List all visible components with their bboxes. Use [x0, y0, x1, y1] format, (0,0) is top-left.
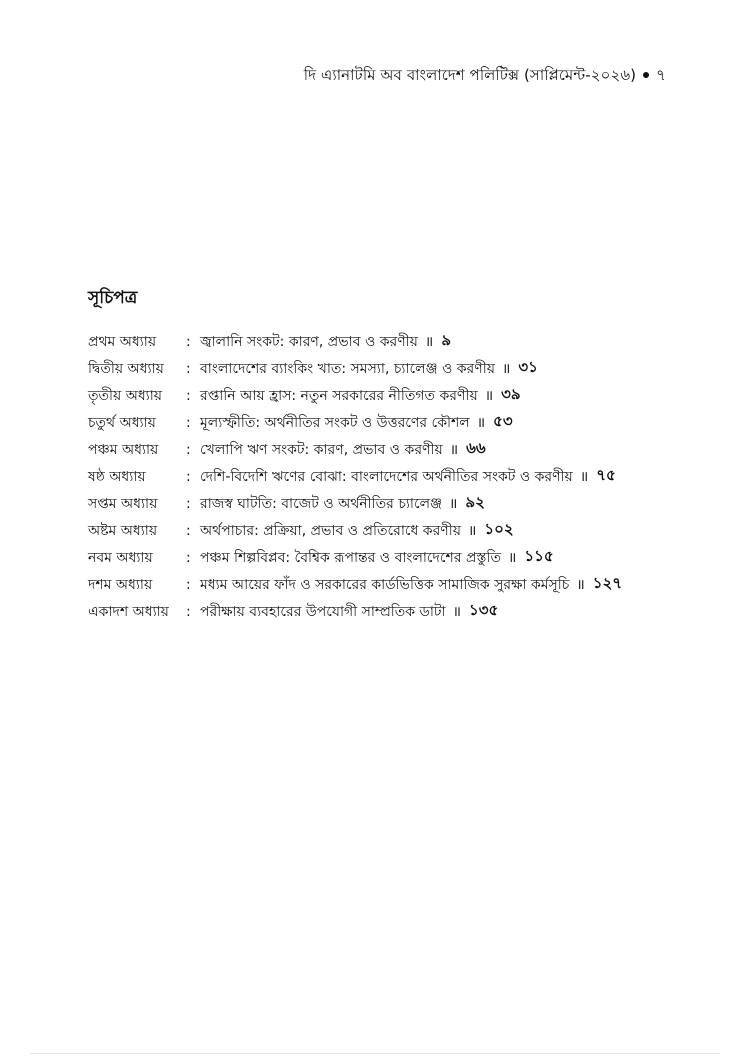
- toc-list: [88, 328, 708, 625]
- toc-entry-9: [88, 544, 708, 571]
- bullet-dot-icon: [643, 72, 649, 78]
- toc-topic: রাজস্ব ঘাটতি: বাজেট ও অর্থনীতির চ্যালেঞ্জ: [200, 495, 443, 512]
- toc-entry-1: [88, 328, 708, 355]
- toc-page-number: ১১৫: [524, 547, 554, 565]
- toc-separator: ॥: [468, 523, 477, 539]
- toc-colon: :: [186, 360, 191, 377]
- toc-page-number: ৩১: [518, 358, 538, 376]
- toc-colon: :: [186, 468, 191, 485]
- toc-topic: অর্থপাচার: প্রক্রিয়া, প্রভাব ও প্রতিরোধে করণীয়: [200, 522, 462, 539]
- page-number: ৭: [656, 66, 666, 84]
- toc-colon: :: [186, 387, 191, 404]
- toc-page-number: ৭৫: [596, 466, 616, 484]
- footer-divider: [30, 1053, 720, 1054]
- toc-separator: ॥: [579, 469, 589, 485]
- toc-entry-4: [88, 409, 708, 436]
- toc-topic: খেলাপি ঋণ সংকট: কারণ, প্রভাব ও করণীয়: [200, 441, 443, 458]
- toc-separator: ॥: [424, 334, 434, 350]
- toc-chapter: প্রথম অধ্যায়: [88, 333, 157, 350]
- toc-page-number: ৫৩: [493, 412, 513, 430]
- toc-topic: দেশি-বিদেশি ঋণের বোঝা: বাংলাদেশের অর্থনীতির সংকট ও করণীয়: [200, 468, 573, 485]
- toc-colon: :: [186, 441, 191, 458]
- running-title: দি এ্যানাটমি অব বাংলাদেশ পলিটিক্স (সাপ্লিমেন্ট-২০২৬): [303, 66, 637, 84]
- toc-topic: পরীক্ষায় ব্যবহারের উপযোগী সাম্প্রতিক ডাটা: [200, 603, 446, 620]
- toc-entry-7: [88, 490, 708, 517]
- toc-page-number: ১৩৫: [469, 601, 499, 619]
- toc-entry-2: [88, 355, 708, 382]
- toc-entry-6: [88, 463, 708, 490]
- toc-colon: :: [186, 414, 191, 431]
- toc-separator: ॥: [452, 604, 461, 620]
- toc-topic: বাংলাদেশের ব্যাংকিং খাত: সমস্যা, চ্যালেঞ্জ ও করণীয়: [200, 360, 495, 377]
- toc-page-number: ১০২: [484, 520, 514, 538]
- toc-entry-3: [88, 382, 708, 409]
- toc-chapter: দশম অধ্যায়: [88, 576, 153, 593]
- toc-entry-8: [88, 517, 708, 544]
- toc-page-number: ৯: [441, 331, 452, 349]
- toc-chapter: দ্বিতীয় অধ্যায়: [88, 360, 164, 377]
- toc-separator: ॥: [449, 442, 459, 458]
- toc-chapter: চতুর্থ অধ্যায়: [88, 414, 156, 431]
- toc-topic: জ্বালানি সংকট: কারণ, প্রভাব ও করণীয়: [200, 333, 418, 350]
- toc-topic: পঞ্চম শিল্পবিপ্লব: বৈশ্বিক রূপান্তর ও বাংলাদেশের প্রস্তুতি: [200, 549, 502, 566]
- toc-topic: মধ্যম আয়ের ফাঁদ ও সরকারের কার্ডভিত্তিক সামাজিক সুরক্ষা কর্মসূচি: [200, 576, 570, 593]
- toc-page-number: ১২৭: [592, 574, 622, 592]
- toc-chapter: সপ্তম অধ্যায়: [88, 495, 158, 512]
- toc-separator: ॥: [476, 415, 486, 431]
- toc-colon: :: [186, 495, 191, 512]
- toc-page-number: ৯২: [465, 493, 485, 511]
- toc-colon: :: [186, 522, 191, 539]
- toc-entry-10: [88, 571, 708, 598]
- toc-title: সূচিপত্র: [88, 288, 138, 308]
- toc-colon: :: [186, 603, 191, 620]
- toc-chapter: তৃতীয় অধ্যায়: [88, 387, 163, 404]
- toc-topic: রপ্তানি আয় হ্রাস: নতুন সরকারের নীতিগত করণীয়: [200, 387, 478, 404]
- toc-chapter: একাদশ অধ্যায়: [88, 603, 169, 620]
- toc-chapter: ষষ্ঠ অধ্যায়: [88, 468, 146, 485]
- toc-chapter: পঞ্চম অধ্যায়: [88, 441, 159, 458]
- toc-colon: :: [186, 576, 191, 593]
- toc-colon: :: [186, 333, 191, 350]
- toc-page-number: ৬৬: [466, 439, 486, 457]
- toc-chapter: নবম অধ্যায়: [88, 549, 153, 566]
- toc-colon: :: [186, 549, 191, 566]
- toc-separator: ॥: [508, 550, 517, 566]
- toc-separator: ॥: [501, 361, 511, 377]
- toc-page-number: ৩৯: [501, 385, 521, 403]
- running-header: [304, 64, 666, 89]
- toc-topic: মূল্যস্ফীতি: অর্থনীতির সংকট ও উত্তরণের কৌশল: [200, 414, 470, 431]
- toc-entry-11: [88, 598, 708, 625]
- toc-entry-5: [88, 436, 708, 463]
- toc-separator: ॥: [484, 388, 494, 404]
- toc-chapter: অষ্টম অধ্যায়: [88, 522, 158, 539]
- toc-separator: ॥: [449, 496, 458, 512]
- toc-separator: ॥: [576, 577, 585, 593]
